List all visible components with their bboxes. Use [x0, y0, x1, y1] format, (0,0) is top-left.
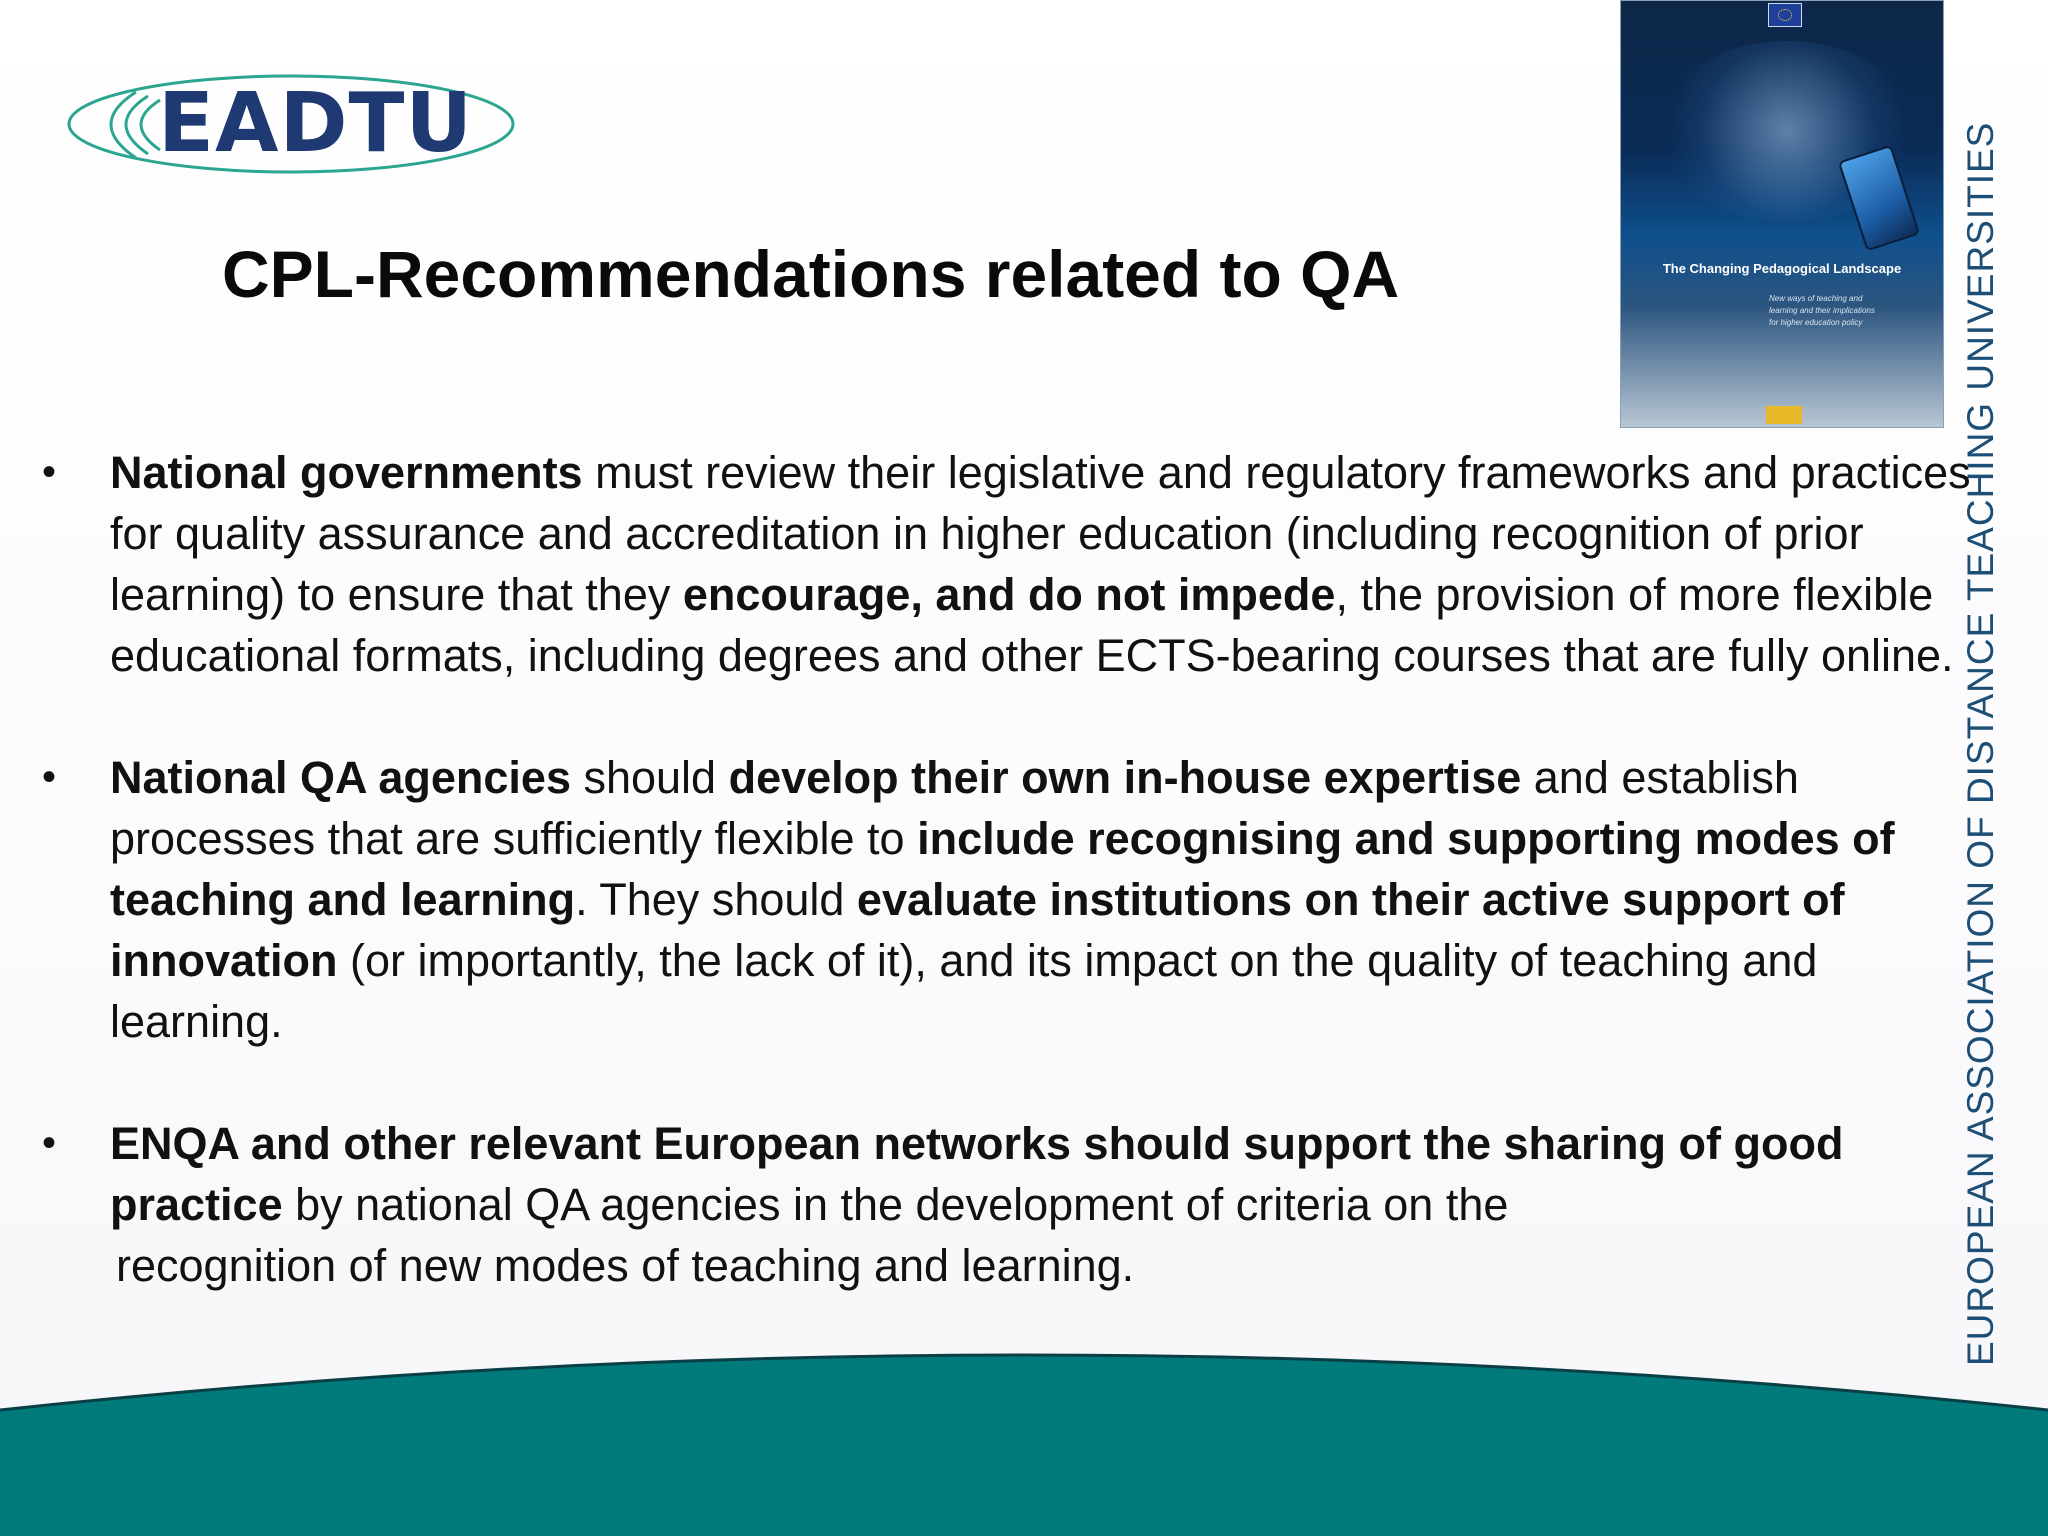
bold-text: encourage, and do not impede: [682, 569, 1336, 620]
body-text: and establish processes that are sufficiently flexible to: [110, 752, 1799, 864]
list-item: [40, 442, 1980, 686]
bullet-icon: •: [42, 1121, 57, 1165]
bold-text: National governments: [110, 447, 583, 498]
eu-flag-icon: [1768, 3, 1802, 27]
book-title: The Changing Pedagogical Landscape: [1662, 261, 1902, 276]
body-text-last-line: recognition of new modes of teaching and learning.: [116, 1240, 1135, 1291]
teal-footer-shape: [0, 1340, 2048, 1536]
bold-text: ENQA and other relevant European networks should support the sharing of good practice: [110, 1118, 1844, 1230]
publisher-badge: [1766, 406, 1802, 424]
bullet-icon: •: [42, 450, 57, 494]
bold-text: develop their own in-house expertise: [728, 752, 1522, 803]
slide-title: CPL-Recommendations related to QA: [222, 237, 1400, 311]
recommendations-list: [40, 442, 1980, 1357]
body-text: . They should: [575, 874, 857, 925]
bold-text: National QA agencies: [110, 752, 571, 803]
bold-text: include recognising and supporting modes of teaching and learning: [110, 813, 1895, 925]
association-name-vertical: EUROPEAN ASSOCIATION OF DISTANCE TEACHING UNIVERSITIES: [1960, 121, 2001, 1366]
body-text: should: [570, 752, 729, 803]
body-text: by national QA agencies in the development of criteria on the: [282, 1179, 1509, 1230]
book-cover-image: [1620, 0, 1944, 428]
body-text: , the provision of more flexible educational formats, including degrees and other ECTS-bearing courses that are fully online.: [110, 569, 1954, 681]
eadtu-logo: [66, 72, 516, 177]
book-subtitle: New ways of teaching and learning and their implications for higher education policy: [1769, 294, 1875, 327]
body-text: must review their legislative and regulatory frameworks and practices for quality assurance and accreditation in higher education (including recognition of prior learning) to ensure that they: [110, 447, 1971, 620]
list-item: [40, 747, 1980, 1052]
bullet-icon: •: [42, 755, 57, 799]
bold-text: evaluate institutions on their active support of innovation: [110, 874, 1845, 986]
logo-text: EADTU: [158, 76, 474, 171]
list-item: [40, 1113, 1980, 1296]
body-text: (or importantly, the lack of it), and its impact on the quality of teaching and learning.: [110, 935, 1818, 1047]
